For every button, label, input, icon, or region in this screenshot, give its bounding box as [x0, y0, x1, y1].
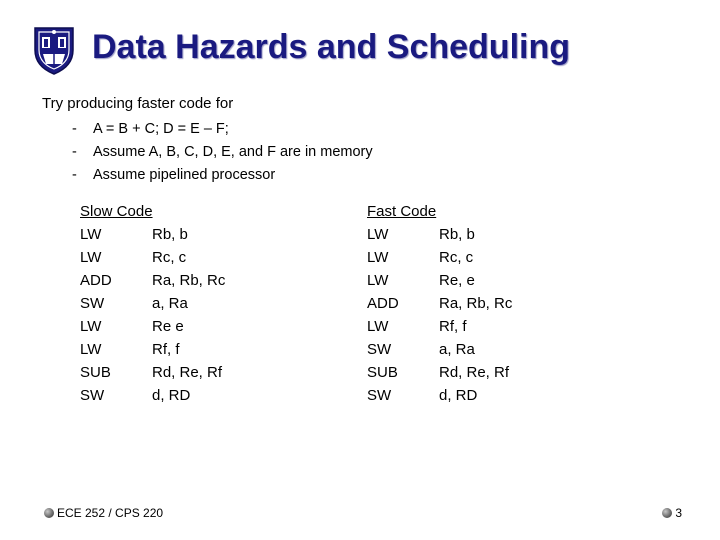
opcode: ADD	[367, 295, 399, 312]
code-row	[367, 315, 512, 338]
operands: d, RD	[439, 387, 478, 404]
opcode: LW	[80, 249, 102, 266]
operands: Rf, f	[439, 318, 467, 335]
university-shield-logo-icon	[32, 24, 76, 76]
list-item-text: Assume pipelined processor	[93, 167, 276, 183]
page-number: 3	[675, 506, 682, 520]
footer	[44, 506, 163, 520]
slide-title: Data Hazards and Scheduling	[92, 28, 570, 66]
course-label: ECE 252 / CPS 220	[57, 506, 164, 520]
list-item	[72, 164, 373, 187]
operands: Rb, b	[152, 226, 188, 243]
opcode: SUB	[80, 364, 111, 381]
list-item-text: A = B + C; D = E – F;	[93, 121, 229, 137]
code-row	[80, 338, 225, 361]
code-row	[367, 223, 512, 246]
opcode: LW	[80, 341, 102, 358]
opcode: LW	[367, 272, 389, 289]
opcode: LW	[367, 318, 389, 335]
operands: Re e	[152, 318, 184, 335]
code-row	[80, 361, 225, 384]
operands: Rd, Re, Rf	[439, 364, 510, 381]
intro-text: Try producing faster code for	[42, 95, 234, 112]
dash-icon: -	[72, 144, 77, 160]
opcode: LW	[80, 318, 102, 335]
code-row	[80, 384, 225, 407]
opcode: ADD	[80, 272, 112, 289]
operands: Rc, c	[152, 249, 187, 266]
code-row	[367, 361, 512, 384]
operands: d, RD	[152, 387, 191, 404]
opcode: SW	[367, 341, 392, 358]
code-row	[80, 246, 225, 269]
operands: Rd, Re, Rf	[152, 364, 223, 381]
fast-code-heading: Fast Code	[367, 203, 437, 220]
code-row	[80, 269, 225, 292]
operands: Re, e	[439, 272, 475, 289]
code-row	[367, 384, 512, 407]
dash-icon: -	[72, 167, 77, 183]
slow-code-heading: Slow Code	[80, 203, 153, 220]
operands: a, Ra	[152, 295, 188, 312]
operands: a, Ra	[439, 341, 475, 358]
code-row	[367, 338, 512, 361]
operands: Rf, f	[152, 341, 180, 358]
opcode: SW	[80, 295, 105, 312]
code-row	[80, 223, 225, 246]
opcode: LW	[80, 226, 102, 243]
page-number-container	[662, 506, 682, 520]
opcode: SW	[80, 387, 105, 404]
operands: Ra, Rb, Rc	[152, 272, 226, 289]
list-item	[72, 141, 373, 164]
operands: Ra, Rb, Rc	[439, 295, 513, 312]
code-row	[367, 269, 512, 292]
dash-icon: -	[72, 121, 77, 137]
list-item	[72, 118, 373, 141]
code-row	[367, 246, 512, 269]
opcode: LW	[367, 249, 389, 266]
opcode: LW	[367, 226, 389, 243]
opcode: SW	[367, 387, 392, 404]
operands: Rb, b	[439, 226, 475, 243]
bullet-dot-icon	[662, 508, 672, 518]
operands: Rc, c	[439, 249, 474, 266]
bullet-dot-icon	[44, 508, 54, 518]
list-item-text: Assume A, B, C, D, E, and F are in memory	[93, 144, 373, 160]
slow-code-block	[80, 200, 225, 407]
code-row	[367, 292, 512, 315]
opcode: SUB	[367, 364, 398, 381]
code-row	[80, 315, 225, 338]
fast-code-block	[367, 200, 512, 407]
code-row	[80, 292, 225, 315]
requirements-list	[72, 118, 373, 187]
